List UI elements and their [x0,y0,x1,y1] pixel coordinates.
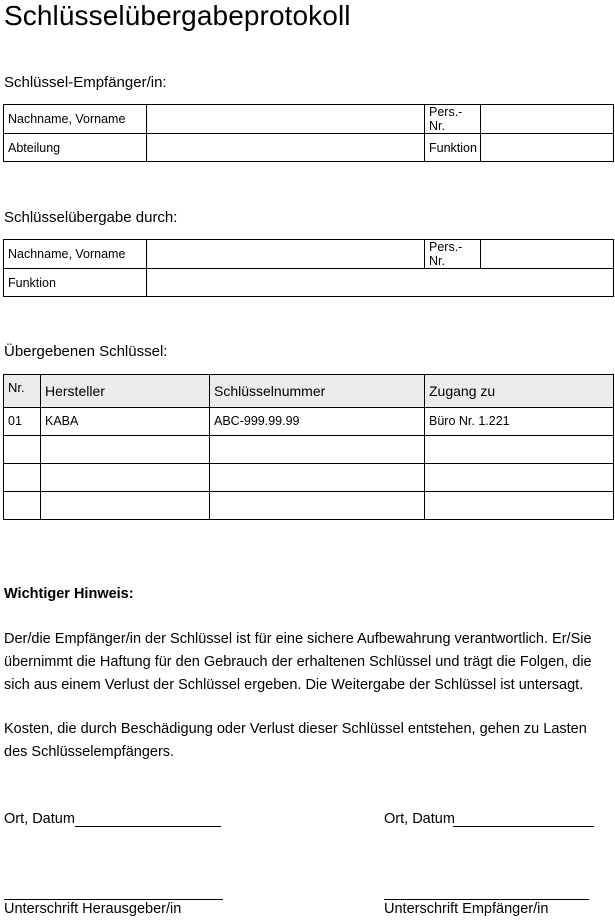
key-nr-cell[interactable]: 01 [4,408,41,436]
notice-paragraph-1: Der/die Empfänger/in der Schlüssel ist für eine sichere Aufbewahrung verantwortlich. Er/Sie übernimmt die Haftung für den Gebrauch der erhaltenen Schlüssel und trägt die Folgen, die sich aus einem Verlust der Schlüssel ergeben. Die Weitergabe der Schlüssel ist untersagt. [4,631,592,693]
column-header-manufacturer: Hersteller [41,375,210,408]
column-header-key-number: Schlüsselnummer [210,375,425,408]
key-number-cell[interactable]: ABC-999.99.99 [210,408,425,436]
recipient-function-field[interactable] [481,134,614,162]
notice-paragraph-2: Kosten, die durch Beschädigung oder Verlust dieser Schlüssel entstehen, gehen zu Lasten des Schlüsselempfängers. [4,721,587,760]
recipient-name-label: Nachname, Vorname [4,105,147,134]
table-row [4,408,614,436]
key-nr-cell[interactable] [4,492,41,520]
column-header-nr: Nr. [4,375,41,408]
recipient-persnr-field[interactable] [481,105,614,134]
handover-function-field[interactable] [147,269,614,297]
left-signature-line[interactable] [4,899,223,900]
key-number-cell[interactable] [210,492,425,520]
right-place-date-line[interactable] [453,826,594,827]
table-header-row [4,375,614,408]
keys-table [3,374,614,520]
key-access-cell[interactable] [425,464,614,492]
column-header-access: Zugang zu [425,375,614,408]
key-access-cell[interactable] [425,492,614,520]
handover-persnr-field[interactable] [481,240,614,269]
table-row [4,134,614,162]
key-manufacturer-cell[interactable] [41,464,210,492]
recipient-persnr-label: Pers.-Nr. [425,105,481,134]
left-signature-label: Unterschrift Herausgeber/in [4,901,182,917]
keys-section-label: Übergebenen Schlüssel: [4,343,168,360]
table-row [4,436,614,464]
recipient-name-field[interactable] [147,105,425,134]
key-manufacturer-cell[interactable]: KABA [41,408,210,436]
right-place-date-label: Ort, Datum [384,811,455,827]
handover-name-label: Nachname, Vorname [4,240,147,269]
right-signature-line[interactable] [384,899,589,900]
recipient-table [3,104,614,162]
page-title: Schlüsselübergabeprotokoll [4,0,351,31]
key-access-cell[interactable] [425,436,614,464]
left-place-date-line[interactable] [75,826,221,827]
key-nr-cell[interactable] [4,436,41,464]
key-manufacturer-cell[interactable] [41,436,210,464]
table-row [4,240,614,269]
notice-title: Wichtiger Hinweis: [4,586,134,602]
key-nr-cell[interactable] [4,464,41,492]
recipient-function-label: Funktion [425,134,481,162]
recipient-department-label: Abteilung [4,134,147,162]
handover-persnr-label: Pers.-Nr. [425,240,481,269]
handover-name-field[interactable] [147,240,425,269]
handover-function-label: Funktion [4,269,147,297]
key-manufacturer-cell[interactable] [41,492,210,520]
handover-table [3,239,614,297]
key-number-cell[interactable] [210,436,425,464]
handover-section-label: Schlüsselübergabe durch: [4,209,178,226]
right-signature-label: Unterschrift Empfänger/in [384,901,549,917]
table-row [4,464,614,492]
key-number-cell[interactable] [210,464,425,492]
table-row [4,492,614,520]
recipient-section-label: Schlüssel-Empfänger/in: [4,74,167,91]
left-place-date-label: Ort, Datum [4,811,75,827]
table-row [4,269,614,297]
table-row [4,105,614,134]
recipient-department-field[interactable] [147,134,425,162]
key-access-cell[interactable]: Büro Nr. 1.221 [425,408,614,436]
